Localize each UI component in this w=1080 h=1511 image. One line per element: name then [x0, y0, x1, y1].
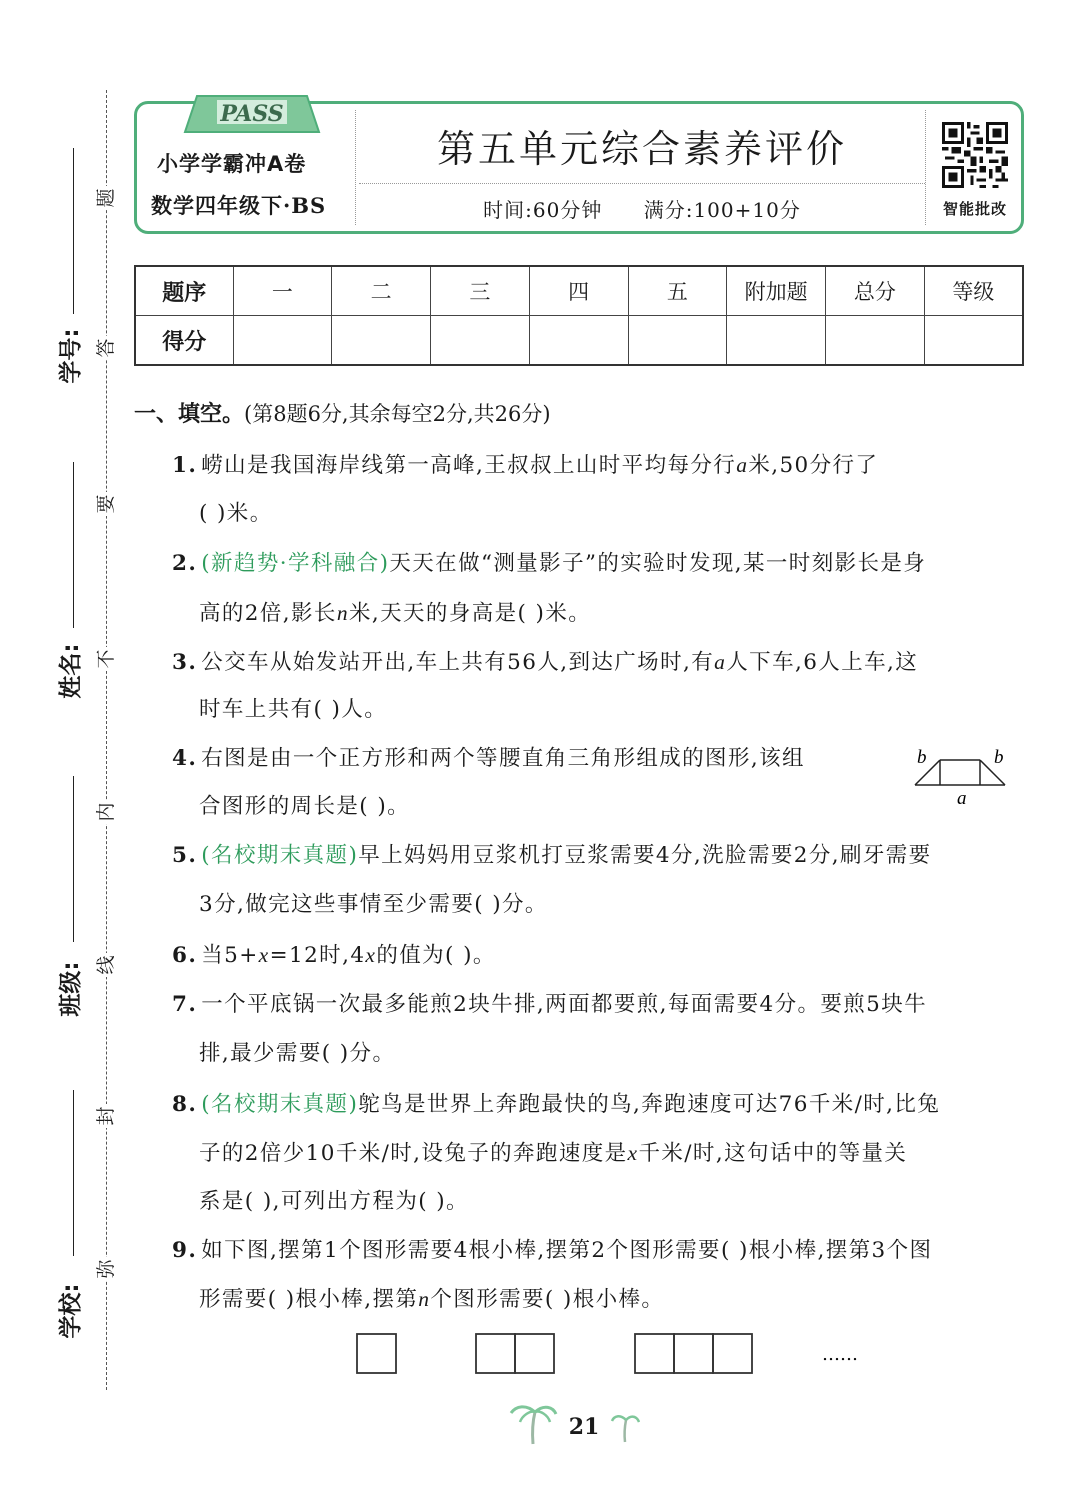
question-8 [172, 1089, 940, 1121]
question-text: =12时,4 [269, 943, 366, 968]
divider [359, 183, 925, 184]
figure-label-a: a [957, 788, 967, 808]
seal-char: 要 [94, 492, 118, 516]
seal-char: 弥 [94, 1257, 118, 1281]
score-table [134, 265, 1024, 366]
time-limit: 时间:60分钟 [483, 198, 603, 222]
question-number: 5. [172, 843, 198, 868]
variable: x [258, 943, 270, 967]
matchstick-pattern-figure [350, 1330, 890, 1380]
question-text: 千米/时,这句话中的等量关 [638, 1141, 908, 1166]
table-header-cell: 二 [332, 266, 431, 316]
table-header-cell: 等级 [924, 266, 1023, 316]
question-number: 7. [172, 992, 198, 1017]
question-1-line-2[interactable]: ( )米。 [199, 501, 273, 526]
palm-tree-icon [610, 1411, 640, 1443]
question-3-line-2[interactable]: 时车上共有( )人。 [199, 697, 388, 722]
table-header-cell: 四 [529, 266, 628, 316]
table-row [135, 316, 1023, 366]
question-text: 米,50分行了 [748, 453, 879, 478]
question-number: 3. [172, 650, 198, 675]
seal-dashed-line [106, 90, 107, 1390]
section-note: (第8题6分,其余每空2分,共26分) [244, 402, 551, 426]
full-score: 满分:100+10分 [643, 198, 801, 222]
question-tag: (名校期末真题) [201, 843, 359, 868]
score-cell[interactable] [628, 316, 727, 366]
square-pattern-1 [357, 1334, 396, 1373]
question-number: 6. [172, 943, 198, 968]
score-cell[interactable] [826, 316, 925, 366]
question-number: 4. [172, 746, 198, 771]
variable: x [627, 1141, 639, 1165]
pass-logo [177, 92, 327, 136]
school-line[interactable] [73, 1090, 74, 1256]
question-9-line-2[interactable] [199, 1283, 664, 1316]
question-number: 2. [172, 551, 198, 576]
table-row [135, 266, 1023, 316]
question-text: 公交车从始发站开出,车上共有56人,到达广场时,有 [201, 650, 715, 675]
table-header-cell: 总分 [826, 266, 925, 316]
figure-label-b: b [994, 747, 1004, 768]
score-cell[interactable] [332, 316, 431, 366]
question-text: 人下车,6人上车,这 [726, 650, 919, 675]
question-number: 8. [172, 1092, 198, 1117]
figure-label-b: b [917, 747, 927, 768]
question-tag: (新趋势·学科融合) [201, 551, 390, 576]
question-3 [172, 646, 918, 679]
pass-logo-text: PASS [220, 101, 284, 127]
question-8-line-2 [199, 1137, 907, 1170]
question-text: 米,天天的身高是( )米。 [348, 601, 592, 626]
binding-margin [0, 0, 130, 1511]
divider [925, 110, 926, 225]
question-2 [172, 548, 926, 580]
student-id-line[interactable] [73, 148, 74, 314]
question-number: 1. [172, 453, 198, 478]
question-1 [172, 449, 878, 482]
table-row-label: 得分 [135, 316, 233, 366]
palm-tree-icon [508, 1398, 558, 1446]
seal-char: 线 [94, 953, 118, 977]
score-cell[interactable] [727, 316, 826, 366]
variable: n [336, 601, 349, 625]
score-cell[interactable] [924, 316, 1023, 366]
table-header-cell: 三 [431, 266, 530, 316]
question-7 [172, 989, 927, 1021]
score-cell[interactable] [233, 316, 332, 366]
question-text: 天天在做“测量影子”的实验时发现,某一时刻影长是身 [389, 551, 927, 576]
question-5 [172, 840, 932, 872]
variable: a [714, 650, 727, 674]
question-text: 鸵鸟是世界上奔跑最快的鸟,奔跑速度可达76千米/时,比兔 [358, 1092, 941, 1117]
variable: a [736, 453, 749, 477]
question-text: 的值为( )。 [376, 943, 496, 968]
question-6[interactable] [172, 939, 496, 972]
series-name: 小学学霸冲A卷 [157, 152, 307, 176]
square-pattern-3 [635, 1334, 674, 1373]
qr-code-icon[interactable] [942, 122, 1008, 188]
question-7-line-2[interactable]: 排,最少需要( )分。 [199, 1041, 396, 1066]
student-id-label: 学号: [58, 328, 84, 384]
question-text: 子的2倍少10千米/时,设兔子的奔跑速度是 [199, 1141, 628, 1166]
page-number: 21 [568, 1414, 600, 1440]
question-5-line-2[interactable]: 3分,做完这些事情至少需要( )分。 [199, 892, 548, 917]
question-text: 如下图,摆第1个图形需要4根小棒,摆第2个图形需要( )根小棒,摆第3个图 [201, 1238, 933, 1263]
square-pattern-2 [476, 1334, 515, 1373]
question-text: 右图是由一个正方形和两个等腰直角三角形组成的图形,该组 [201, 746, 805, 771]
divider [355, 110, 356, 225]
question-text: 高的2倍,影长 [199, 601, 337, 626]
question-text: 早上妈妈用豆浆机打豆浆需要4分,洗脸需要2分,刷牙需要 [358, 843, 932, 868]
seal-char: 题 [94, 186, 118, 210]
table-header-cell: 附加题 [727, 266, 826, 316]
class-line[interactable] [73, 776, 74, 942]
section-title: 一、填空。 [134, 402, 245, 427]
question-tag: (名校期末真题) [201, 1092, 359, 1117]
question-4 [172, 743, 805, 775]
page-title: 第五单元综合素养评价 [436, 127, 847, 171]
question-text: 一个平底锅一次最多能煎2块牛排,两面都要煎,每面需要4分。要煎5块牛 [201, 992, 928, 1017]
qr-label: 智能批改 [942, 200, 1007, 218]
table-header-cell: 题序 [135, 266, 233, 316]
trapezoid-figure [905, 743, 1015, 808]
variable: x [365, 943, 377, 967]
time-score-info [359, 194, 925, 223]
seal-char: 答 [94, 336, 118, 360]
section-heading [134, 397, 551, 428]
ellipsis: …… [822, 1344, 858, 1365]
question-text: 个图形需要( )根小棒。 [430, 1287, 665, 1312]
grade-subject: 数学四年级下·BS [151, 193, 327, 218]
question-text: 形需要( )根小棒,摆第 [199, 1287, 419, 1312]
question-number: 9. [172, 1238, 198, 1263]
name-label: 姓名: [58, 643, 84, 699]
seal-char: 封 [94, 1104, 118, 1128]
variable: n [418, 1287, 431, 1311]
question-9[interactable] [172, 1235, 932, 1267]
score-cell[interactable] [529, 316, 628, 366]
table-header-cell: 一 [233, 266, 332, 316]
name-line[interactable] [73, 462, 74, 628]
question-2-line-2[interactable] [199, 597, 591, 630]
score-cell[interactable] [431, 316, 530, 366]
school-label: 学校: [58, 1283, 84, 1339]
table-header-cell: 五 [628, 266, 727, 316]
seal-char: 内 [94, 800, 118, 824]
question-text: 当5+ [201, 943, 259, 968]
class-label: 班级: [58, 961, 84, 1017]
question-text: 崂山是我国海岸线第一高峰,王叔叔上山时平均每分行 [201, 453, 737, 478]
question-8-line-3[interactable]: 系是( ),可列出方程为( )。 [199, 1189, 469, 1214]
question-4-line-2[interactable]: 合图形的周长是( )。 [199, 794, 411, 819]
exam-header [134, 101, 1024, 234]
seal-char: 不 [94, 647, 118, 671]
